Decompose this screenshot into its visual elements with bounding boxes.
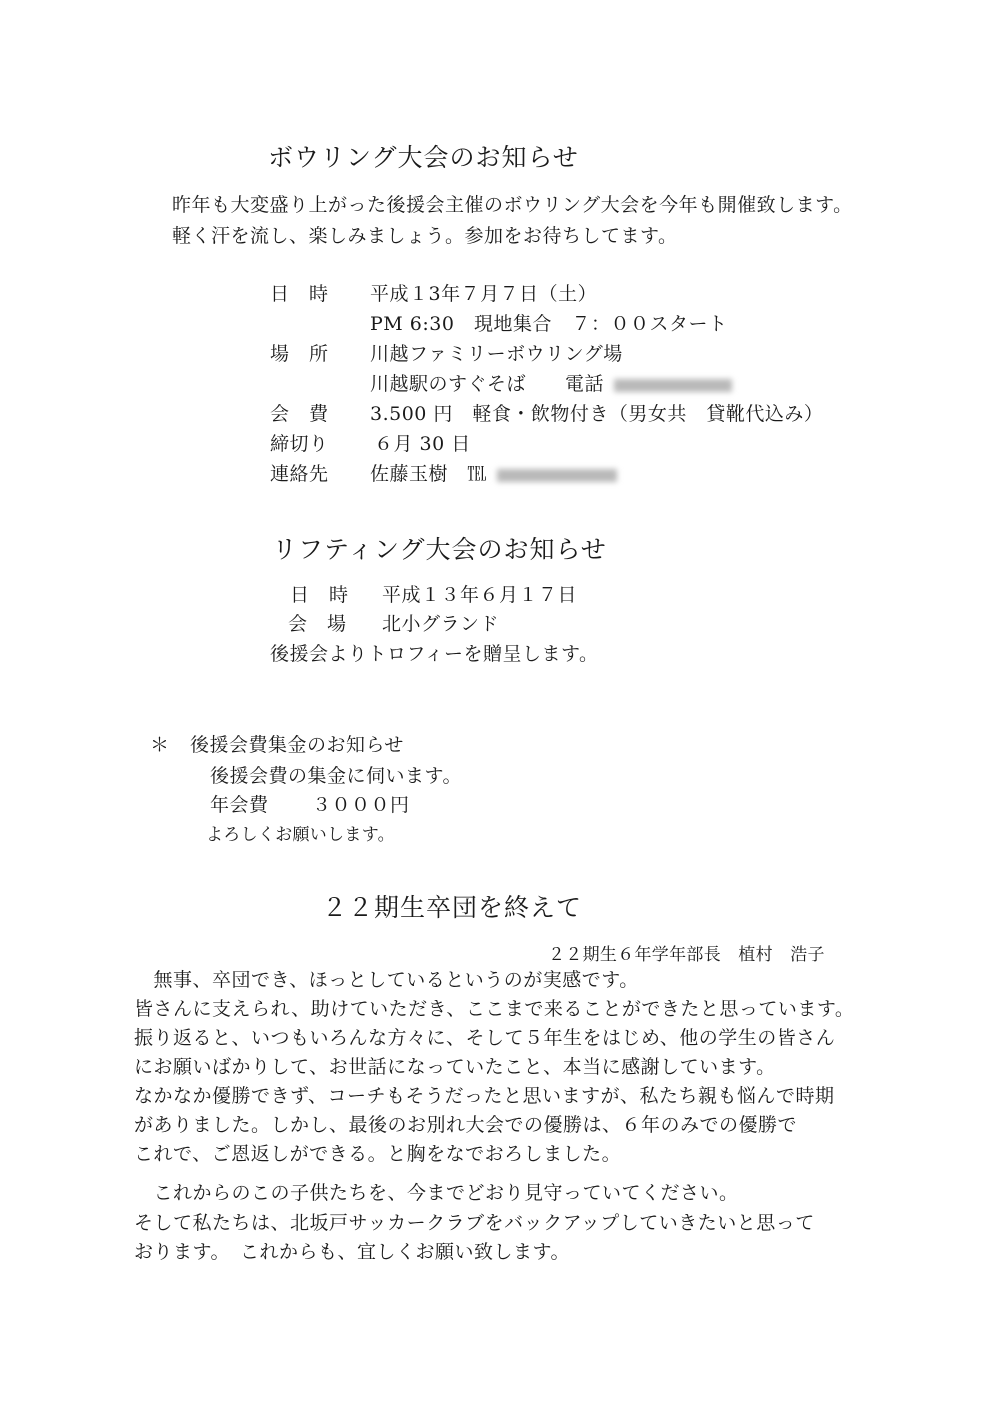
graduation-line-5: なかなか優勝できず、コーチもそうだったと思いますが、私たち親も悩んで時期: [134, 1085, 835, 1107]
graduation-line-3: 振り返ると、いつもいろんな方々に、そして５年生をはじめ、他の学生の皆さん: [134, 1027, 836, 1049]
bowling-contact-label: 連絡先: [270, 463, 329, 485]
redacted-contact-number: [497, 469, 617, 482]
graduation-line-6: がありました。しかし、最後のお別れ大会での優勝は、６年のみでの優勝で: [134, 1114, 798, 1136]
bowling-deadline-value: ６月 30 日: [374, 433, 471, 455]
graduation-line-9: そして私たちは、北坂戸サッカークラブをバックアップしていきたいと思って: [134, 1212, 815, 1234]
bowling-title: ボウリング大会のお知らせ: [268, 143, 579, 172]
bowling-fee-value: 3.500 円 軽食・飲物付き（男女共 貸靴代込み）: [370, 403, 824, 425]
graduation-author: ２２期生６年学年部長 植村 浩子: [548, 945, 825, 965]
bowling-contact-value: [370, 459, 617, 486]
bowling-place-note: [370, 369, 732, 396]
bowling-fee-label: 会 費: [270, 403, 329, 425]
lifting-note: 後援会よりトロフィーを贈呈します。: [270, 643, 599, 665]
dues-closing: よろしくお願いします。: [206, 825, 395, 845]
dues-fee-value: ３０００円: [312, 794, 410, 816]
dues-asterisk: ＊: [150, 734, 170, 756]
graduation-line-4: にお願いばかりして、お世話になっていたこと、本当に感謝しています。: [134, 1056, 776, 1078]
bowling-place-label: 場 所: [270, 343, 329, 365]
redacted-phone-number: [614, 379, 732, 392]
graduation-title: ２２期生卒団を終えて: [322, 893, 583, 922]
bowling-deadline-label: 締切り: [270, 433, 329, 455]
bowling-place-note-text: 川越駅のすぐそば 電話: [370, 373, 605, 395]
dues-line1: 後援会費の集金に伺います。: [210, 765, 462, 787]
bowling-intro-line2: 軽く汗を流し、楽しみましょう。参加をお待ちしてます。: [172, 225, 678, 247]
lifting-date-value: 平成１３年６月１７日: [382, 584, 578, 606]
dues-title: 後援会費集金のお知らせ: [190, 734, 404, 756]
bowling-time-value: PM 6:30 現地集合 ７：００スタート: [370, 313, 728, 335]
lifting-date-label: 日 時: [290, 584, 349, 606]
lifting-venue-label: 会 場: [288, 613, 347, 635]
graduation-line-7: これで、ご恩返しができる。と胸をなでおろしました。: [134, 1143, 622, 1165]
graduation-line-2: 皆さんに支えられ、助けていただき、ここまで来ることができたと思っています。: [134, 998, 855, 1020]
bowling-place-value: 川越ファミリーボウリング場: [370, 343, 623, 365]
lifting-venue-value: 北小グランド: [382, 613, 500, 635]
graduation-line-1: 無事、卒団でき、ほっとしているというのが実感です。: [134, 969, 639, 991]
lifting-title: リフティング大会のお知らせ: [272, 535, 607, 564]
bowling-date-label: 日 時: [270, 283, 329, 305]
graduation-line-10: おります。 これからも、宜しくお願い致します。: [134, 1241, 570, 1263]
bowling-contact-text: 佐藤玉樹 ℡: [370, 463, 488, 485]
dues-fee-label: 年会費: [210, 794, 269, 816]
bowling-intro-line1: 昨年も大変盛り上がった後援会主催のボウリング大会を今年も開催致します。: [172, 194, 853, 216]
bowling-date-value: 平成１3年７月７日（土）: [370, 283, 598, 305]
graduation-line-8: これからのこの子供たちを、今までどおり見守っていてください。: [134, 1182, 739, 1204]
